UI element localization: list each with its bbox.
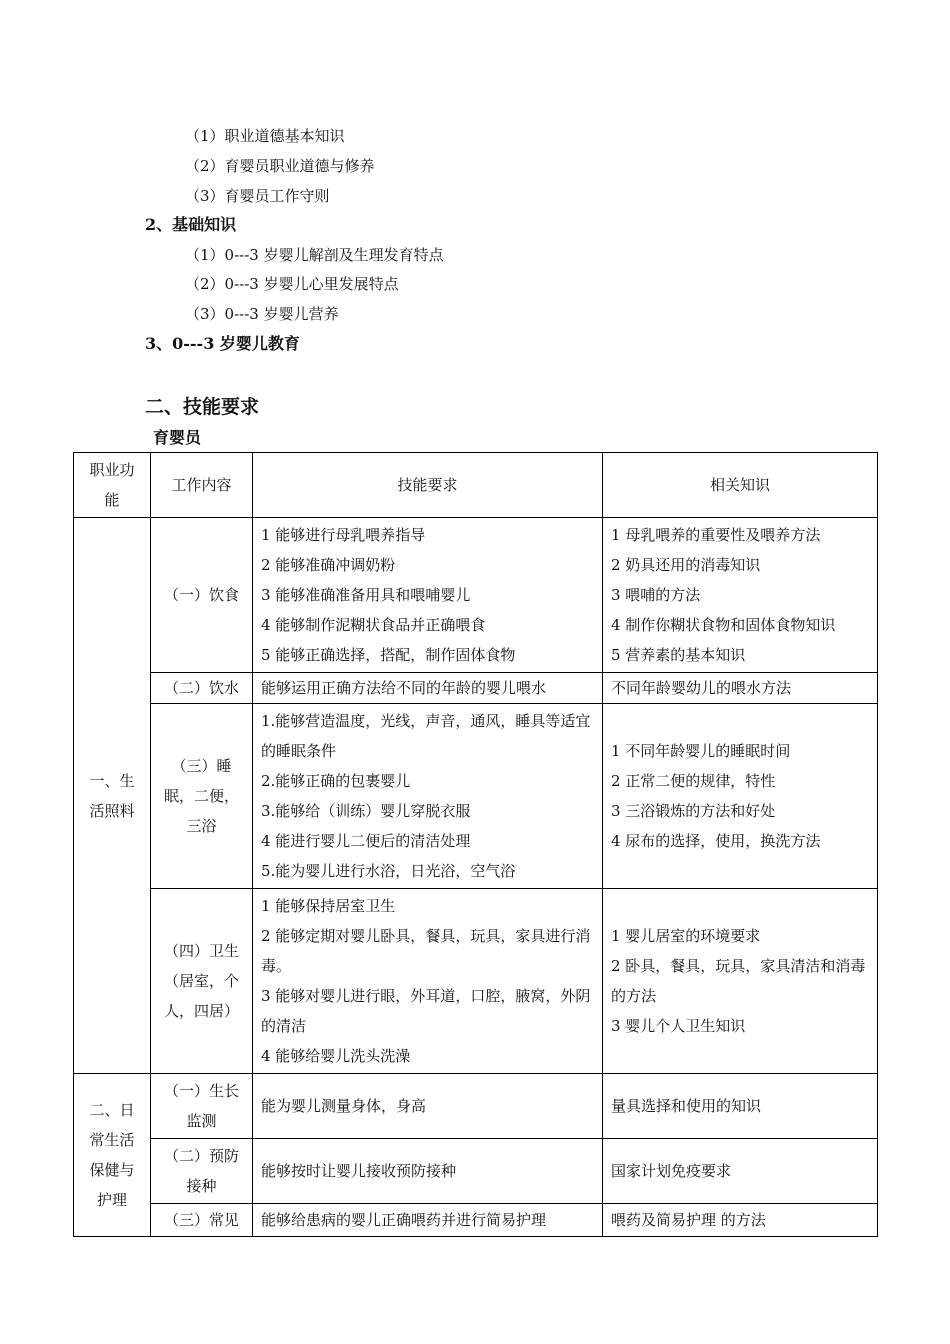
knowledge-cell [603, 704, 878, 889]
knowledge-line: 3 婴儿个人卫生知识 [611, 1017, 746, 1035]
content-cell: （四）卫生（居室，个人，四居） [151, 889, 253, 1074]
table-row [74, 889, 878, 1074]
table-row [74, 1204, 878, 1237]
knowledge-line: 4 尿布的选择，使用，换洗方法 [611, 832, 821, 850]
table-row [74, 673, 878, 704]
skill-line: 5.能为婴儿进行水浴，日光浴，空气浴 [261, 862, 516, 880]
knowledge-line: 1 母乳喂养的重要性及喂养方法 [611, 526, 821, 544]
knowledge-line: 量具选择和使用的知识 [611, 1097, 762, 1115]
table-row [74, 1074, 878, 1139]
section-basic-knowledge-title: 2、基础知识 [145, 215, 237, 234]
section-education-title: 3、0---3 岁婴儿教育 [145, 334, 300, 353]
knowledge-cell [603, 1074, 878, 1139]
skill-line: 4 能够给婴儿洗头洗澡 [261, 1047, 411, 1065]
knowledge-line: 4 制作你糊状食物和固体食物知识 [611, 616, 836, 634]
content-cell: （二）预防接种 [151, 1139, 253, 1204]
knowledge-line: 2 奶具还用的消毒知识 [611, 556, 761, 574]
basic-item-2: （2）0---3 岁婴儿心里发展特点 [185, 275, 399, 293]
header-knowledge: 相关知识 [603, 453, 878, 518]
table-header-row [74, 453, 878, 518]
skill-line: 能够按时让婴儿接收预防接种 [261, 1162, 457, 1180]
skills-cell [253, 704, 603, 889]
skills-cell [253, 1074, 603, 1139]
skill-line: 1.能够营造温度，光线，声音，通风，睡具等适宜的睡眠条件 [261, 712, 591, 760]
skills-table [73, 452, 878, 1237]
skills-cell [253, 889, 603, 1074]
table-row [74, 518, 878, 673]
skills-cell [253, 1139, 603, 1204]
role-title: 育婴员 [153, 428, 202, 447]
skills-cell [253, 673, 603, 704]
content-cell: （一）饮食 [151, 518, 253, 673]
knowledge-line: 3 喂哺的方法 [611, 586, 701, 604]
content-cell: （三）睡眠，二便，三浴 [151, 704, 253, 889]
basic-item-1: （1）0---3 岁婴儿解剖及生理发育特点 [185, 246, 444, 264]
skill-line: 4 能够制作泥糊状食品并正确喂食 [261, 616, 486, 634]
knowledge-line: 2 卧具，餐具，玩具，家具清洁和消毒的方法 [611, 957, 866, 1005]
skill-line: 能为婴儿测量身体，身高 [261, 1097, 427, 1115]
content-cell: （二）饮水 [151, 673, 253, 704]
knowledge-cell [603, 673, 878, 704]
knowledge-line: 2 正常二便的规律，特性 [611, 772, 776, 790]
skills-heading: 二、技能要求 [145, 396, 260, 418]
skill-line: 1 能够进行母乳喂养指导 [261, 526, 426, 544]
skill-line: 2 能够准确冲调奶粉 [261, 556, 396, 574]
table-row [74, 1139, 878, 1204]
intro-item-3: （3）育婴员工作守则 [185, 187, 330, 205]
skill-line: 3.能够给（训练）婴儿穿脱衣服 [261, 802, 471, 820]
header-skills: 技能要求 [253, 453, 603, 518]
skill-line: 5 能够正确选择，搭配，制作固体食物 [261, 646, 516, 664]
skills-cell [253, 518, 603, 673]
skill-line: 2.能够正确的包裹婴儿 [261, 772, 411, 790]
skill-line: 3 能够对婴儿进行眼，外耳道，口腔，腋窝，外阴的清洁 [261, 987, 591, 1035]
header-function: 职业功能 [74, 453, 151, 518]
skill-line: 3 能够准确准备用具和喂哺婴儿 [261, 586, 471, 604]
knowledge-cell [603, 1204, 878, 1237]
content-cell: （三）常见 [151, 1204, 253, 1237]
knowledge-cell [603, 1139, 878, 1204]
header-content: 工作内容 [151, 453, 253, 518]
intro-item-2: （2）育婴员职业道德与修养 [185, 157, 375, 175]
table-row [74, 704, 878, 889]
knowledge-cell [603, 889, 878, 1074]
knowledge-line: 国家计划免疫要求 [611, 1162, 732, 1180]
skill-line: 1 能够保持居室卫生 [261, 897, 396, 915]
basic-item-3: （3）0---3 岁婴儿营养 [185, 305, 339, 323]
knowledge-line: 5 营养素的基本知识 [611, 646, 746, 664]
content-cell: （一）生长监测 [151, 1074, 253, 1139]
knowledge-line: 喂药及简易护理 的方法 [611, 1211, 766, 1229]
function-daily-health-care: 二、日常生活保健与护理 [74, 1074, 151, 1237]
skill-line: 能够运用正确方法给不同的年龄的婴儿喂水 [261, 679, 547, 697]
skills-cell [253, 1204, 603, 1237]
knowledge-line: 1 婴儿居室的环境要求 [611, 927, 761, 945]
intro-item-1: （1）职业道德基本知识 [185, 127, 345, 145]
knowledge-cell [603, 518, 878, 673]
knowledge-line: 1 不同年龄婴儿的睡眠时间 [611, 742, 791, 760]
skill-line: 4 能进行婴儿二便后的清洁处理 [261, 832, 471, 850]
skill-line: 2 能够定期对婴儿卧具，餐具，玩具，家具进行消毒。 [261, 927, 591, 975]
skill-line: 能够给患病的婴儿正确喂药并进行简易护理 [261, 1211, 547, 1229]
function-life-care: 一、生活照料 [74, 518, 151, 1074]
knowledge-line: 不同年龄婴幼儿的喂水方法 [611, 679, 792, 697]
knowledge-line: 3 三浴锻炼的方法和好处 [611, 802, 776, 820]
